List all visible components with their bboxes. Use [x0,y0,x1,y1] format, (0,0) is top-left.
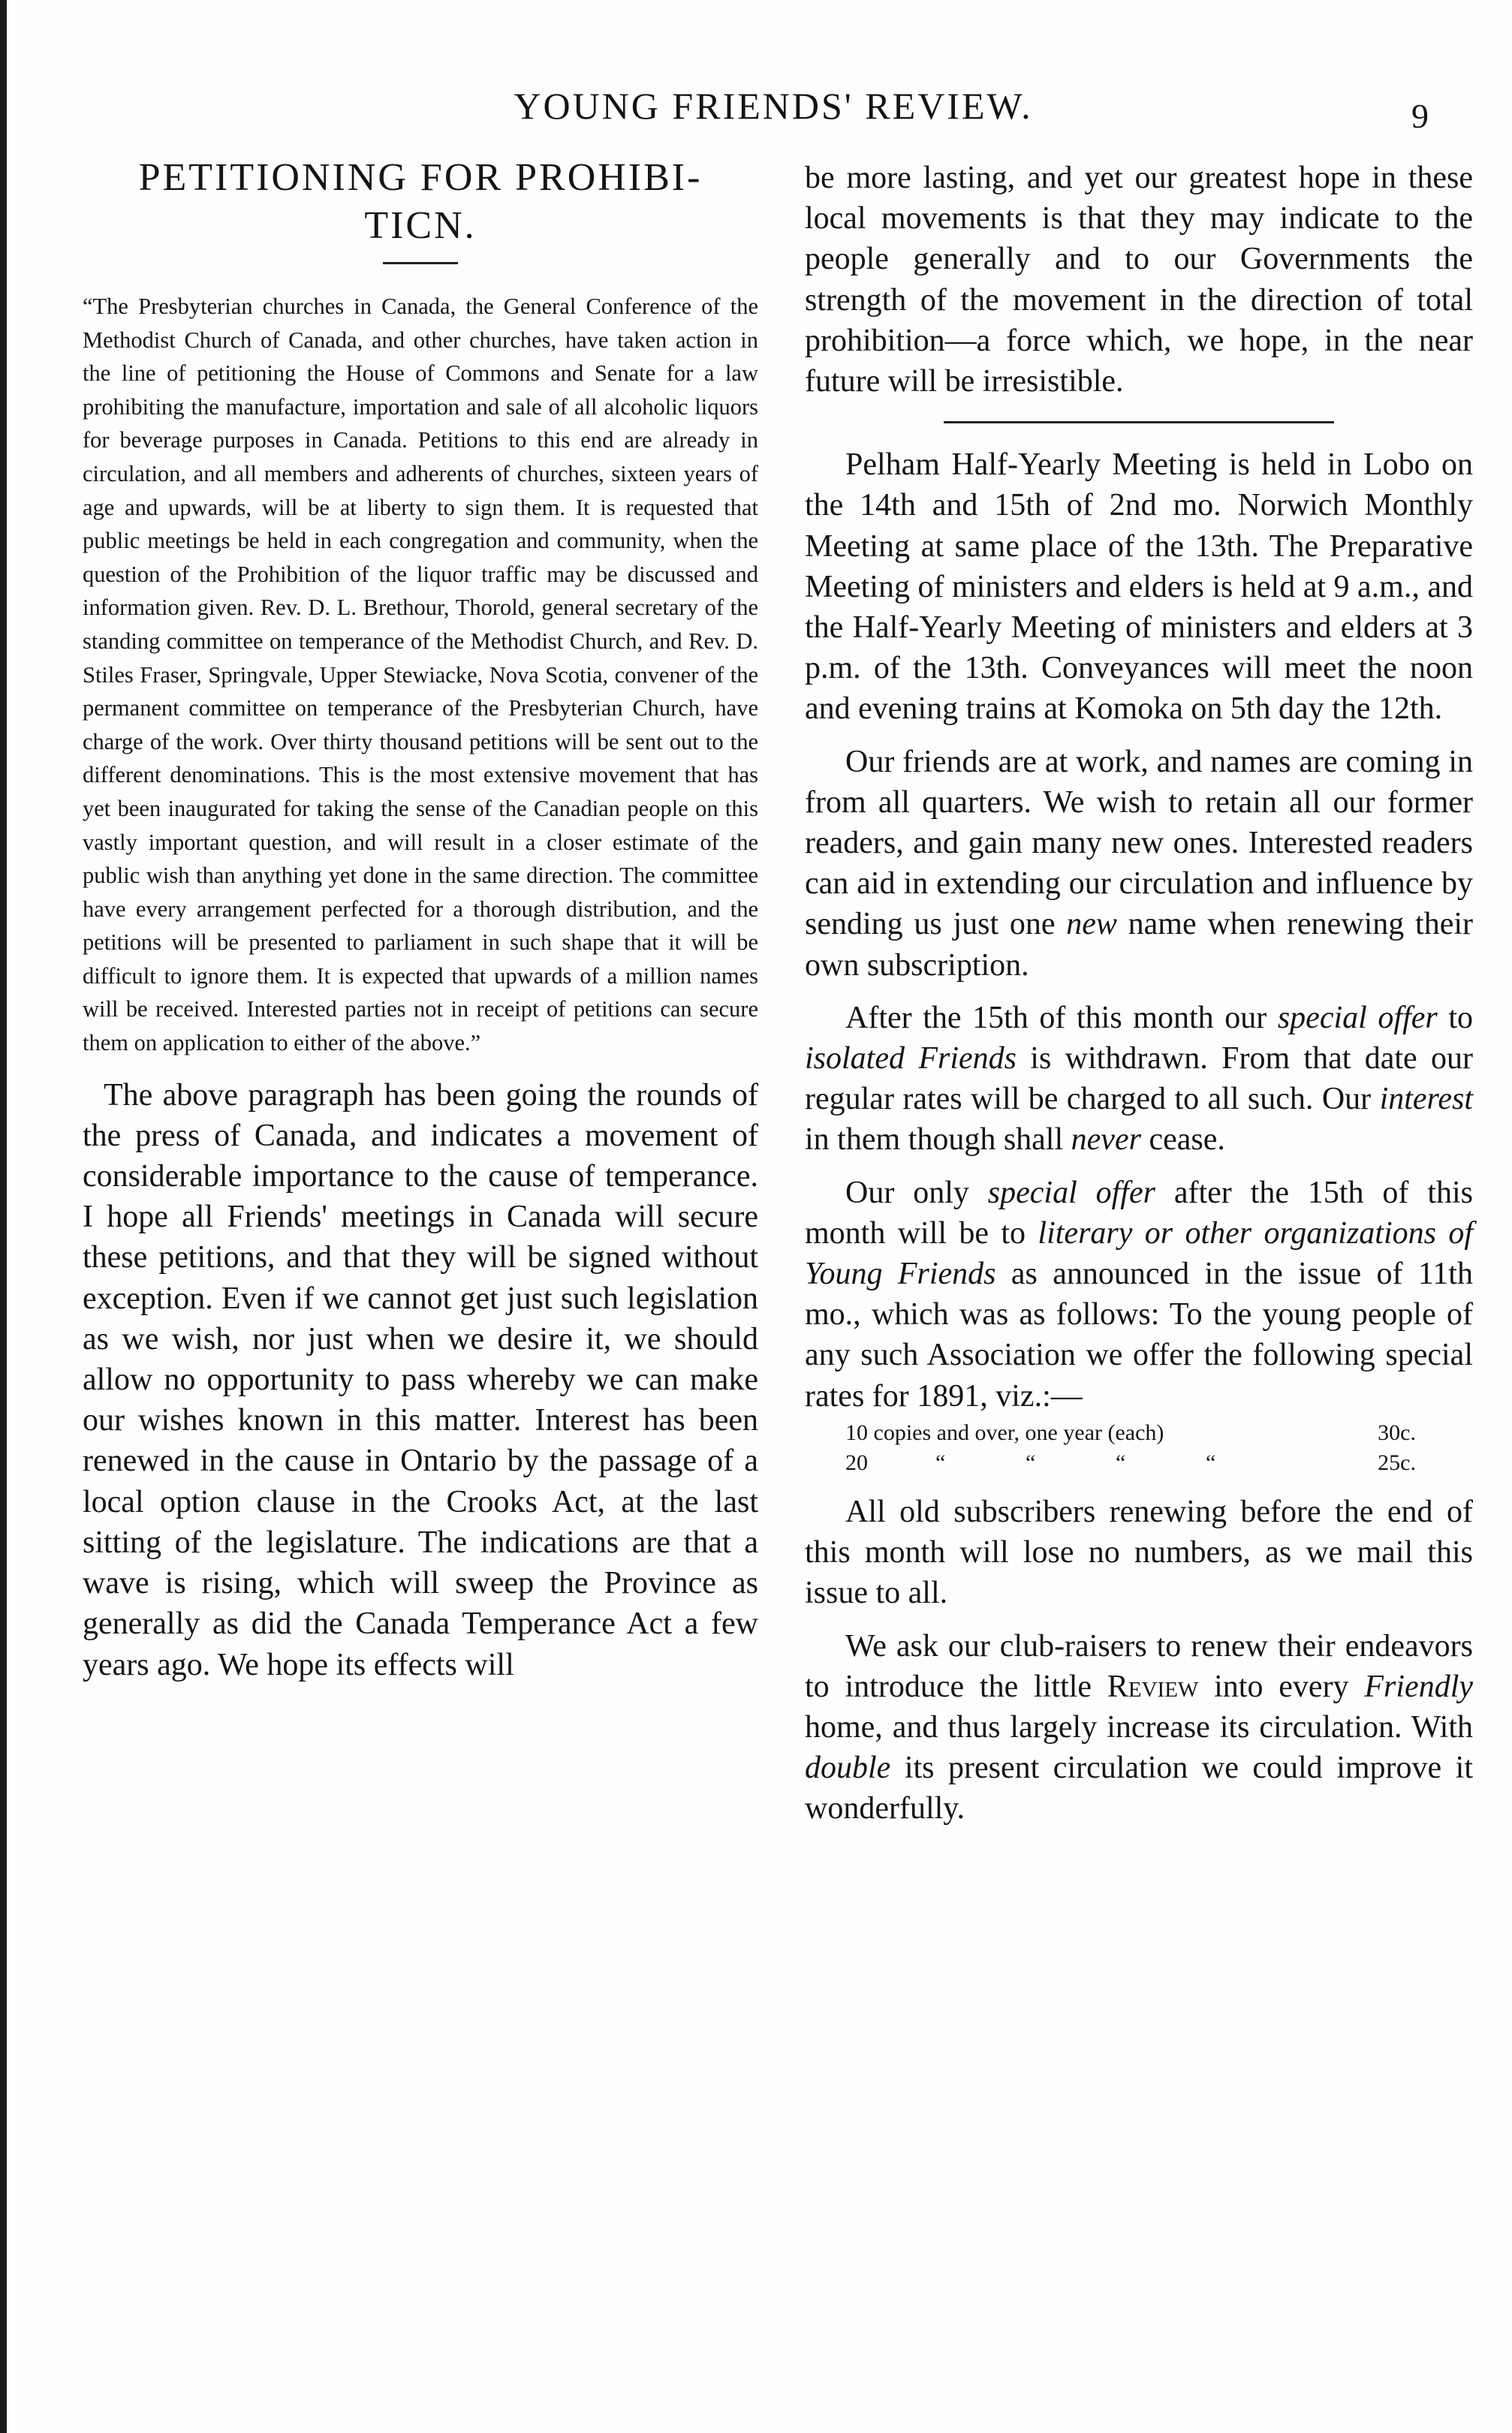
rate-row: 10 copies and over, one year (each) 30c. [845,1420,1416,1445]
rates-table [845,1418,1473,1478]
special-offer-paragraph: After the 15th of this month our special offer to isolated Friends is withdrawn. From that date our regular rates will be charged to all such. Our interest in them though shall never cease. [805,1000,1474,1158]
article-body: The above paragraph has been going the rounds of the press of Canada, and indicates a movement of considerable importance to the cause of temperance. I hope all Friends' meetings in Canada will secure these petitions, and that they will be signed without exception. Even if we cannot get just such legislation as we wish, nor just when we desire it, we should allow no opportunity to pass whereby we can make our wishes known in this matter. Interest has been renewed in the cause in Ontario by the passage of a local option clause in the Crooks Act, at the last sitting of the legislature. The indications are that a wave is rising, which will sweep the Province as generally as did the Canada Temperance Act a few years ago. We hope its effects will [83,1077,758,1682]
old-subscribers-paragraph: All old subscribers renewing before the end of this month will lose no numbers, as we mail this issue to all. [805,1494,1473,1611]
only-offer-paragraph: Our only special offer after the 15th of this month will be to literary or other organizations of Young Friends as announced in the issue of 11th mo., which was as follows: To the young people of any such Association we offer the following special rates for 1891, viz.:— [805,1175,1473,1414]
quoted-notice: “The Presbyterian churches in Canada, the General Conference of the Methodist Church of Canada, and other churches, have taken action in the line of petitioning the House of Commons and Senate for a law prohibiting the manufacture, importation and sale of all alcoholic liquors for beverage purposes in Canada. Petitions to this end are already in circulation, and all members and adherents of churches, sixteen years of age and upwards, will be at liberty to sign them. It is requested that public meetings be held in each congregation and community, when the question of the Prohibition of the liquor traffic may be discussed and information given. Rev. D. L. Brethour, Thorold, general secretary of the standing committee on temperance of the Methodist Church, and Rev. D. Stiles Fraser, Springvale, Upper Stewiacke, Nova Scotia, convener of the permanent committee on temperance of the Presbyterian Church, have charge of the work. Over thirty thousand petitions will be sent out to the different denominations. This is the most extensive movement that has yet been inaugurated for taking the sense of the Canadian people on this vastly important question, and will result in a closer estimate of the public wish than anything yet done in the same direction. The committee have every arrangement perfected for a thorough distribution, and the petitions will be presented to parliament in such shape that it will be difficult to ignore them. It is expected that upwards of a million names will be received. Interested parties not in receipt of petitions can secure them on application to either of the above.” [83,294,758,1056]
left-column [83,154,758,1685]
binding-edge [0,0,7,2433]
right-column [805,158,1473,1841]
friends-paragraph: Our friends are at work, and names are coming in from all quarters. We wish to retain all our former readers, and gain many new ones. Interested readers can aid in extending our circulation and influence by sending us just one new name when renewing their own subscription. [805,744,1473,983]
article-continuation: be more lasting, and yet our greatest hope in these local movements is that they may indicate to the people generally and to our Governments the strength of the movement in the direction of total prohibition—a force which, we hope, in the near future will be irresistible. [805,161,1473,399]
page-number: 9 [1411,97,1429,135]
running-head: YOUNG FRIENDS' REVIEW. [514,85,1033,127]
club-raisers-paragraph: We ask our club-raisers to renew their endeavors to introduce the little Review into every Friendly home, and thus largely increase its circulation. With double its present circulation we could improve it wonderfully. [805,1628,1474,1826]
title-rule [383,262,458,264]
section-divider [944,421,1334,423]
rate-row: 20 “ “ “ “ 25c. [845,1450,1416,1475]
article-title: PETITIONING FOR PROHIBI-TICN. [138,156,703,247]
pelham-notice: Pelham Half-Yearly Meeting is held in Lobo on the 14th and 15th of 2nd mo. Norwich Monthly Meeting at same place of the 13th. The Preparative Meeting of ministers and elders is held at 9 a.m., and the Half-Yearly Meeting of ministers and elders at 3 p.m. of the 13th. Conveyances will meet the noon and evening trains at Komoka on 5th day the 12th. [805,447,1473,727]
